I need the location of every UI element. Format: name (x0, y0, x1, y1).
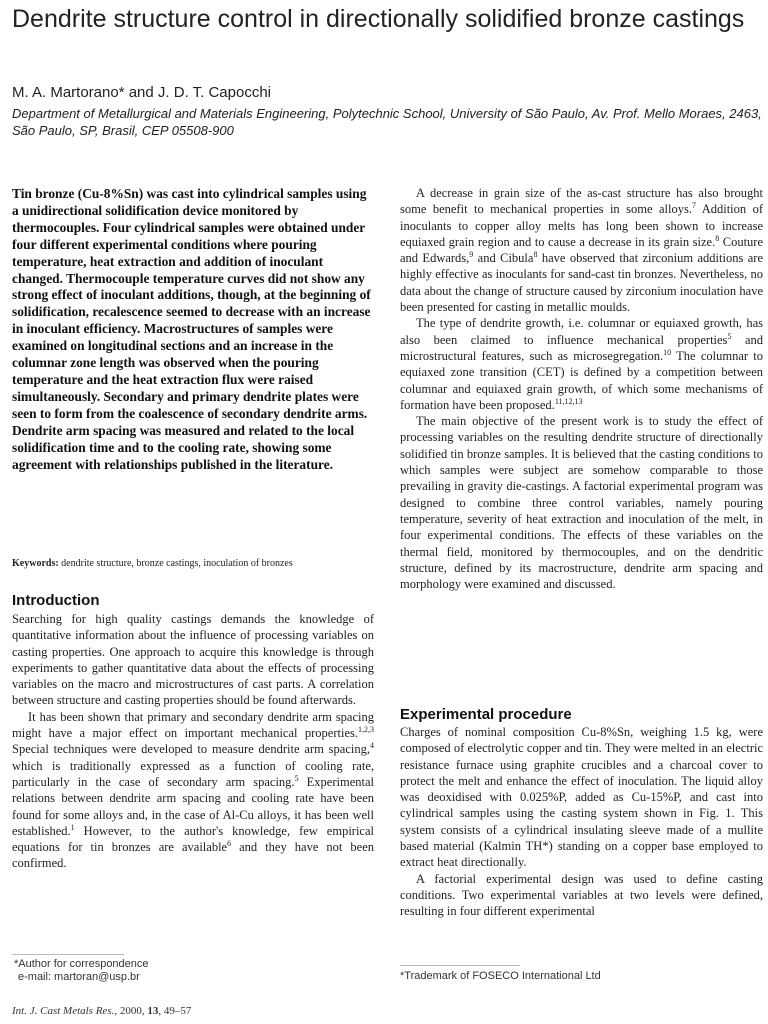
reference-marker: 1 (70, 822, 75, 832)
reference-marker: 4 (370, 741, 374, 751)
abstract (12, 186, 374, 473)
right-column-body (400, 185, 763, 592)
footnote-correspondence (14, 958, 149, 984)
paragraph: A decrease in grain size of the as-cast structure has also brought some benefit to mechanical properties in some alloys.$^7$ Addition of inoculants to copper alloy melts has long been shown to increase equiaxed grain region and to cause a decrease in its grain size.$^8$ Couture and Edwards,$^9$ and Cibula$^8$ have observed that zirconium additions are highly effective as inoculants for sand-cast tin bronzes. Nevertheless, no data about the change of structure caused by zirconium inoculation have been presented for casting in metallic moulds. (400, 186, 764, 315)
reference-marker: 10 (663, 347, 672, 357)
paragraph: Searching for high quality castings demands the knowledge of quantitative information about the influence of processing variables on casting properties. One approach to acquire this knowledge is through experiments to gather quantitative data about the effects of processing variables on the macro and microstructures of cast parts. A correlation between structure and casting properties should be found afterwards. (12, 612, 374, 708)
footnote-rule (400, 965, 520, 966)
affiliation: Department of Metallurgical and Materials Engineering, Polytechnic School, University of São Paulo, Av. Prof. Mello Moraes, 2463, São Paulo, SP, Brasil, CEP 05508-900 (12, 106, 762, 138)
footnote-author: *Author for correspondence (14, 958, 149, 970)
keywords (12, 558, 374, 569)
section-heading-experimental: Experimental procedure (400, 706, 572, 723)
reference-marker: 6 (227, 839, 232, 848)
paragraph: It has been shown that primary and secondary dendrite arm spacing might have a major effect on important mechanical properties.$^{1,2,3}$ Special techniques were developed to measure dendrite arm spacing,$^4$ which is traditionally expressed as a function of cooling rate, particularly in the case of secondary arm spacing.$^5$ Experimental relations between dendrite arm spacing and cooling rate have been found for some alloys and, in the case of Al-Cu alloys, it has been well established.$^1$ However, to the author's knowledge, few empirical equations for tin bronzes are available$^6$ and they have not been confirmed. (12, 709, 375, 871)
keywords-text: dendrite structure, bronze castings, inoculation of bronzes (61, 558, 293, 569)
reference-marker: 5 (294, 773, 299, 783)
paragraph: The main objective of the present work is to study the effect of processing variables on the resulting dendrite structure of directionally solidified tin bronze samples. It is believed that the casting conditions to which samples were subject are somehow comparable to those prevailing in gravity die-castings. A factorial experimental program was designed to combine three control variables, namely pouring temperature, severity of heat extraction and inoculation of the melt, in four experimental conditions. The effects of these variables on the thermal field, monitored by thermocouples, and on the dendritic structure, defined by its macrostructure, dendrite arm spacing and morphology were examined and discussed. (400, 414, 763, 592)
experimental-body (400, 724, 763, 920)
reference-marker: 8 (533, 250, 538, 260)
paragraph: A factorial experimental design was used to define casting conditions. Two experimental variables at two levels were defined, resulting in four different experimental (400, 871, 763, 919)
paragraph: The type of dendrite growth, i.e. columnar or equiaxed growth, has also been claimed to influence mechanical properties$^5$ and microstructural features, such as microsegregation.$^{10}$ The columnar to equiaxed zone transition (CET) is defined by a competition between columnar and equiaxed grain growth, of which some mechanisms of formation have been proposed.$^{11,12,13}$ (400, 316, 763, 412)
author-list: M. A. Martorano* and J. D. T. Capocchi (12, 84, 272, 101)
keywords-label: Keywords: (12, 558, 59, 569)
introduction-body (12, 611, 374, 872)
reference-marker: 7 (691, 201, 696, 211)
reference-marker: 5 (727, 331, 732, 341)
footnote-trademark: *Trademark of FOSECO International Ltd (400, 970, 601, 982)
abstract-text: Tin bronze (Cu-8%Sn) was cast into cylindrical samples using a unidirectional solidification device monitored by thermocouples. Four cylindrical samples were obtained under four different experimental conditions where pouring temperature, heat extraction and addition of inoculant changed. Thermocouple temperature curves did not show any strong effect of inoculant additions, though, at the beginning of solidification, recalescence seemed to decrease with an increase in inoculant efficiency. Macrostructures of samples were examined on longitudinal sections and an increase in the columnar zone length was observed when the pouring temperature and the heat extraction flux were raised simultaneously. Secondary and primary dendrite plates were seen to form from the coalescence of secondary dendrite arms. Dendrite arm spacing was measured and related to the local solidification time and to the cooling rate, showing some agreement with relationships published in the literature. (12, 186, 371, 472)
paragraph: Charges of nominal composition Cu-8%Sn, weighing 1.5 kg, were composed of electrolytic copper and tin. They were melted in an electric resistance furnace using graphite crucibles and a charcoal cover to protect the melt and enhance the effect of inoculation. The liquid alloy was deoxidised with 0.025%P, added as Cu-15%P, and cast into cylindrical samples using the casting system shown in Fig. 1. This system consists of a cylindrical insulating sleeve made of a mullite based material (Kalmin TH*) standing on a copper base employed to extract heat directionally. (400, 725, 763, 870)
reference-marker: 1,2,3 (358, 724, 374, 734)
journal-name: Int. J. Cast Metals Res. (12, 1005, 115, 1017)
footnote-rule (12, 954, 124, 955)
section-heading-introduction: Introduction (12, 592, 100, 609)
paper-title: Dendrite structure control in directionally solidified bronze castings (12, 5, 745, 33)
reference-marker: 9 (469, 250, 474, 260)
reference-marker: 8 (715, 233, 720, 243)
footnote-email[interactable]: e-mail: martoran@usp.br (18, 971, 140, 983)
reference-marker: 11,12,13 (554, 396, 583, 406)
journal-citation: Int. J. Cast Metals Res., 2000, 13, 49–57 (12, 1005, 192, 1017)
journal-volume: 13 (147, 1005, 159, 1017)
